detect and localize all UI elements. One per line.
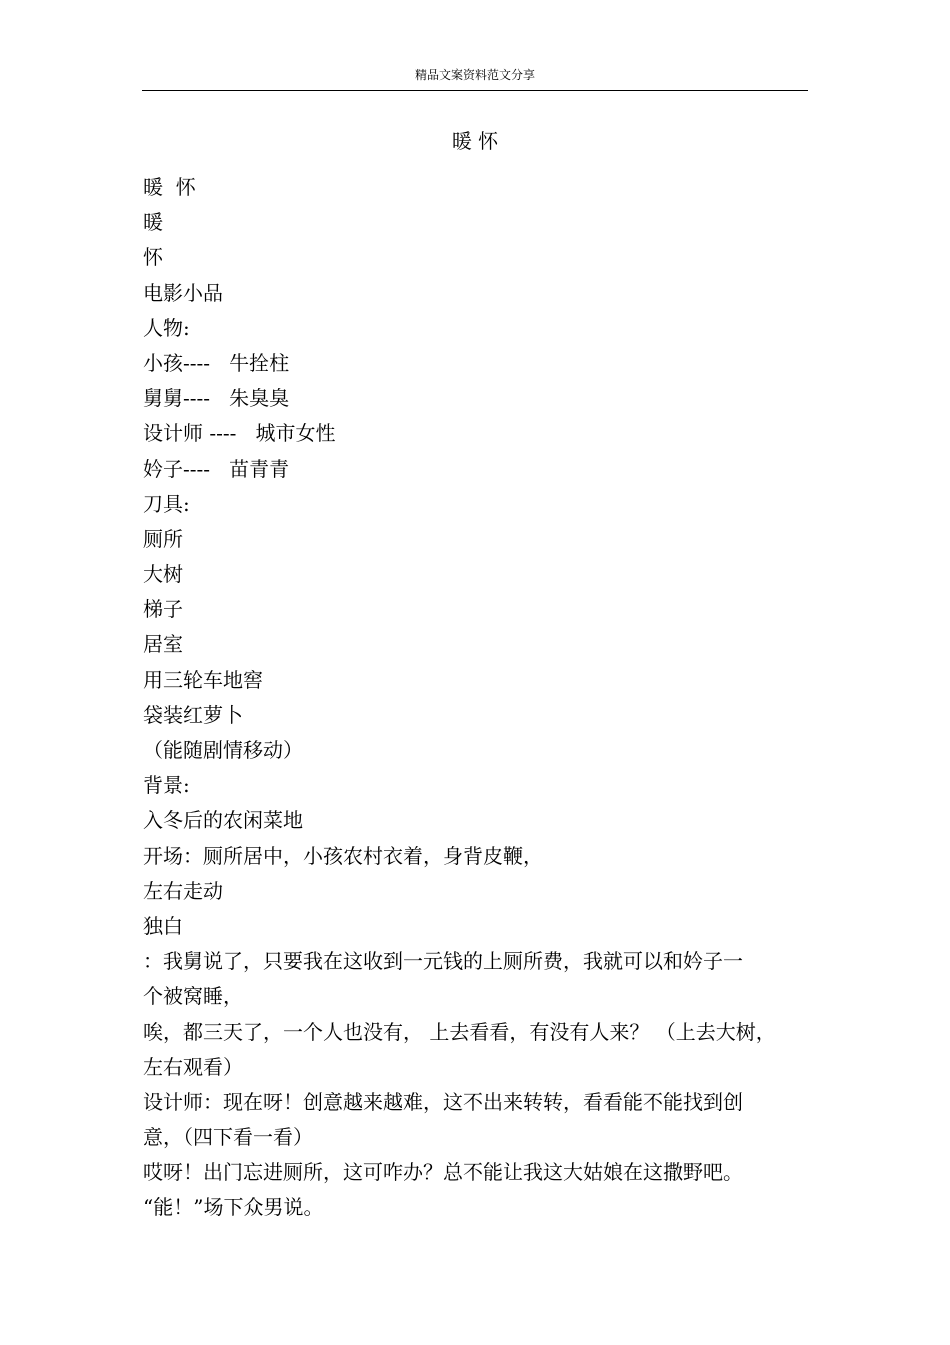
body-line: 背景:	[143, 773, 190, 798]
header-divider	[142, 90, 808, 91]
document-body	[143, 170, 803, 1226]
body-line: “能！”场下众男说。	[143, 1195, 324, 1220]
body-line: 怀	[143, 245, 163, 270]
body-line: 人物:	[143, 315, 190, 340]
body-line: 左右走动	[143, 878, 223, 903]
body-line: 小孩---- 牛拴柱	[143, 350, 290, 375]
page-header: 精品文案资料范文分享	[414, 68, 535, 82]
body-line: 开场：厕所居中，小孩农村衣着，身背皮鞭，	[143, 843, 543, 868]
body-line: 大树	[143, 562, 183, 587]
body-line: 暖 怀	[143, 175, 196, 199]
body-line: 意，（四下看一看）	[143, 1125, 313, 1150]
body-line: 刀具:	[143, 491, 190, 516]
body-line: 哎呀！出门忘进厕所，这可咋办？总不能让我这大姑娘在这撒野吧。	[143, 1160, 743, 1185]
body-line: 入冬后的农闲菜地	[143, 808, 303, 833]
body-line: 厕所	[143, 526, 183, 551]
body-line: ：我舅说了，只要我在这收到一元钱的上厕所费，我就可以和妗子一	[143, 949, 743, 974]
body-line: 左右观看）	[143, 1054, 243, 1079]
body-line: 用三轮车地窖	[143, 667, 263, 692]
body-line: 居室	[143, 632, 183, 657]
body-line: 电影小品	[143, 280, 223, 305]
body-line: 梯子	[143, 597, 183, 622]
body-line: 个被窝睡，	[143, 984, 243, 1009]
body-line: 唉，都三天了，一个人也没有， 上去看看，有没有人来？ （上去大树，	[143, 1019, 776, 1044]
body-line: 袋装红萝卜	[143, 702, 243, 727]
body-line: 妗子---- 苗青青	[143, 456, 290, 481]
body-line: 暖	[143, 210, 163, 235]
body-line: 设计师 ---- 城市女性	[143, 421, 336, 446]
document-title: 暖 怀	[451, 129, 499, 153]
body-line: 独白	[143, 913, 183, 938]
body-line: （能随剧情移动）	[143, 738, 303, 762]
body-line: 舅舅---- 朱臭臭	[143, 386, 290, 411]
body-line: 设计师：现在呀！创意越来越难，这不出来转转，看看能不能找到创	[143, 1089, 743, 1114]
